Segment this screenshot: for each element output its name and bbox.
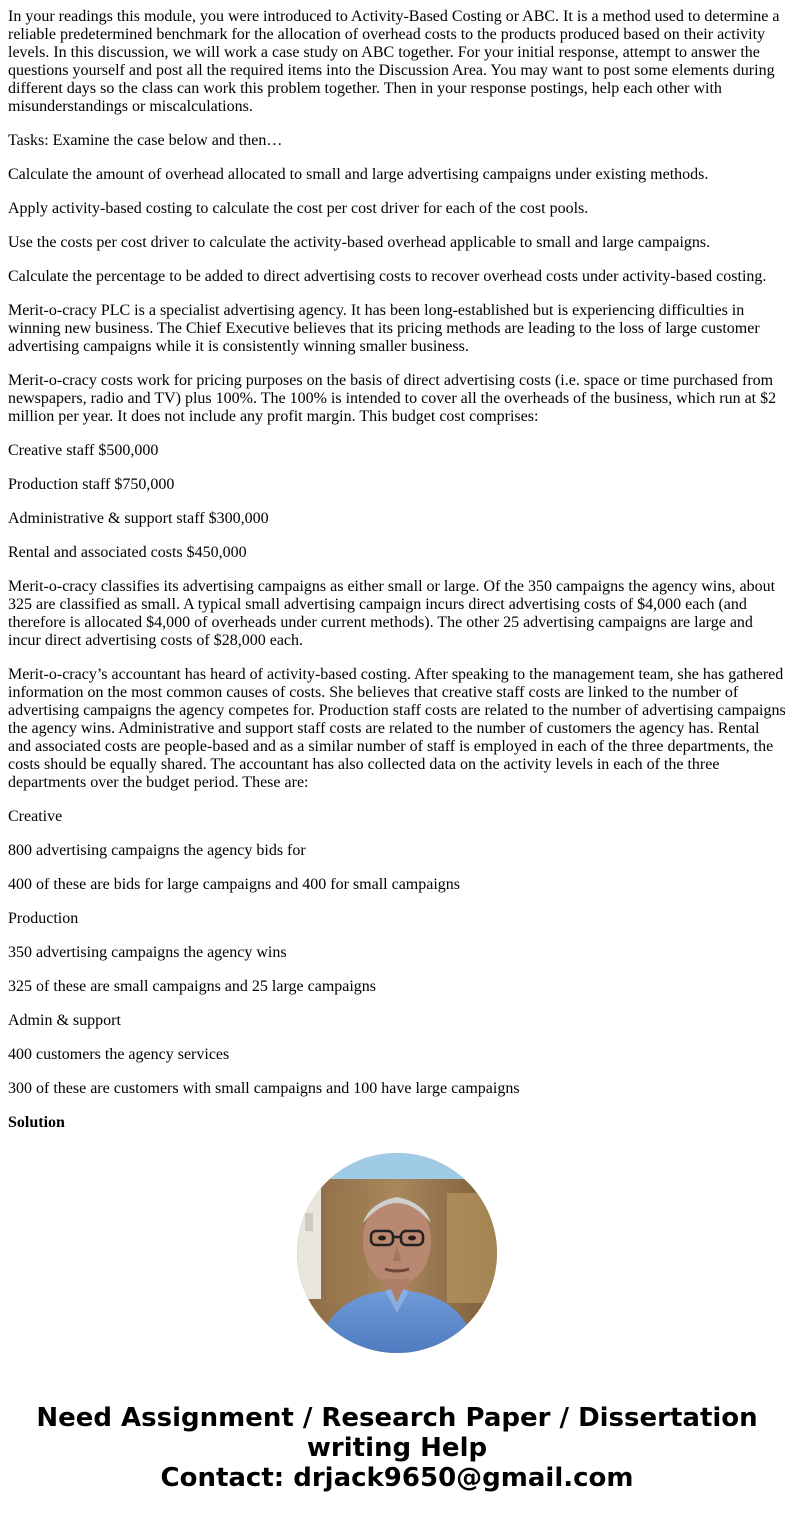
paragraph-pricing: Merit-o-cracy costs work for pricing purposes on the basis of direct advertising costs (i.e. space or time purchased from newspapers, radio and TV) plus 100%. The 100% is intended to cover all the overheads of the business, which run at $2 million per year. It does not include any profit margin. This budget cost comprises: (8, 372, 777, 425)
cost-item-admin: Administrative & support staff $300,000 (8, 510, 269, 527)
paragraph-tasks: Tasks: Examine the case below and then… (8, 132, 283, 149)
portrait-image (297, 1153, 497, 1353)
cost-item-rental: Rental and associated costs $450,000 (8, 544, 247, 561)
task-item-1: Calculate the amount of overhead allocated to small and large advertising campaigns under existing methods. (8, 166, 709, 183)
department-production: Production (8, 910, 79, 927)
paragraph-accountant: Merit-o-cracy’s accountant has heard of activity-based costing. After speaking to the management team, she has gathered information on the most common causes of costs. She believes that creative staff costs are linked to the number of advertising campaigns the agency competes for. Production staff costs are related to the number of advertising campaigns the agency wins. Administrative and support staff costs are related to the number of customers the agency has. Rental and associated costs are people-based and as a similar number of staff is employed in each of the three departments, the costs should be equally shared. The accountant has also collected data on the activity levels in each of the three departments over the budget period. These are: (8, 666, 786, 791)
production-split: 325 of these are small campaigns and 25 large campaigns (8, 978, 377, 995)
task-item-3: Use the costs per cost driver to calculate the activity-based overhead applicable to small and large campaigns. (8, 234, 711, 251)
author-photo (297, 1153, 497, 1353)
department-admin: Admin & support (8, 1012, 121, 1029)
cost-item-production: Production staff $750,000 (8, 476, 175, 493)
paragraph-company: Merit-o-cracy PLC is a specialist advertising agency. It has been long-established but is experiencing difficulties in winning new business. The Chief Executive believes that its pricing methods are leading to the loss of large customer advertising campaigns while it is consistently winning smaller business. (8, 302, 760, 355)
admin-customers: 400 customers the agency services (8, 1046, 230, 1063)
solution-heading: Solution (8, 1114, 65, 1131)
task-item-4: Calculate the percentage to be added to direct advertising costs to recover overhead costs under activity-based costing. (8, 268, 767, 285)
department-creative: Creative (8, 808, 63, 825)
paragraph-intro: In your readings this module, you were introduced to Activity-Based Costing or ABC. It is a method used to determine a reliable predetermined benchmark for the allocation of overhead costs to the products produced based on their activity levels. In this discussion, we will work a case study on ABC together. For your initial response, attempt to answer the questions yourself and post all the required items into the Discussion Area. You may want to post some elements during different days so the class can work this problem together. Then in your response postings, help each other with misunderstandings or miscalculations. (8, 8, 780, 115)
admin-split: 300 of these are customers with small campaigns and 100 have large campaigns (8, 1080, 520, 1097)
banner-contact: Contact: drjack9650@gmail.com (160, 1463, 634, 1493)
task-item-2: Apply activity-based costing to calculate the cost per cost driver for each of the cost pools. (8, 200, 589, 217)
creative-split: 400 of these are bids for large campaigns and 400 for small campaigns (8, 876, 461, 893)
cost-item-creative: Creative staff $500,000 (8, 442, 159, 459)
paragraph-campaigns: Merit-o-cracy classifies its advertising campaigns as either small or large. Of the 350 campaigns the agency wins, about 325 are classified as small. A typical small advertising campaign incurs direct advertising costs of $4,000 each (and therefore is allocated $4,000 of overheads under current methods). The other 25 advertising campaigns are large and incur direct advertising costs of $28,000 each. (8, 578, 776, 649)
contact-banner (0, 1403, 794, 1493)
banner-headline: Need Assignment / Research Paper / Dissertation writing Help (36, 1403, 758, 1463)
production-wins: 350 advertising campaigns the agency wins (8, 944, 287, 961)
document-body (8, 8, 786, 1131)
creative-bids: 800 advertising campaigns the agency bids for (8, 842, 306, 859)
